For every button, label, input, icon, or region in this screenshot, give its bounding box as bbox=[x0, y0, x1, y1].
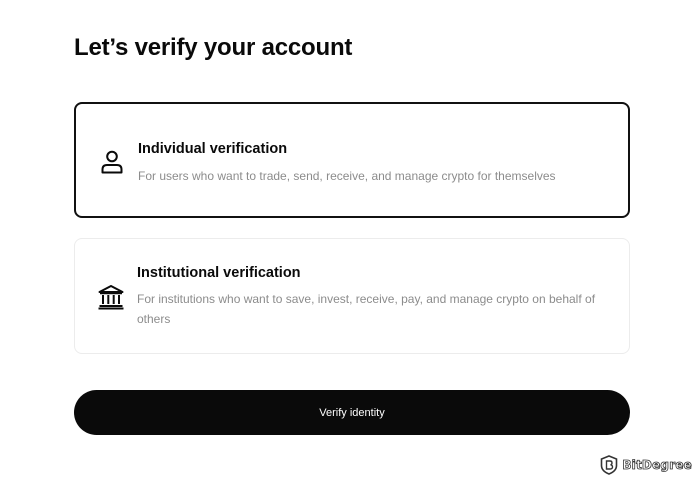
verify-identity-button[interactable]: Verify identity bbox=[74, 390, 630, 435]
bitdegree-logo-icon bbox=[600, 455, 618, 475]
institutional-verification-title: Institutional verification bbox=[137, 265, 301, 281]
person-icon bbox=[98, 148, 126, 176]
individual-verification-title: Individual verification bbox=[138, 141, 288, 157]
bitdegree-watermark-text: BitDegree bbox=[622, 458, 692, 472]
institutional-verification-option[interactable] bbox=[74, 238, 630, 354]
individual-verification-description: For users who want to trade, send, receive, and manage crypto for themselves bbox=[138, 169, 556, 183]
page-title: Let’s verify your account bbox=[74, 34, 353, 61]
institutional-verification-description: For institutions who want to save, invest, receive, pay, and manage crypto on behalf of others bbox=[137, 292, 596, 326]
individual-verification-option[interactable] bbox=[74, 102, 630, 218]
bank-icon bbox=[97, 283, 125, 311]
bitdegree-watermark bbox=[600, 455, 692, 475]
